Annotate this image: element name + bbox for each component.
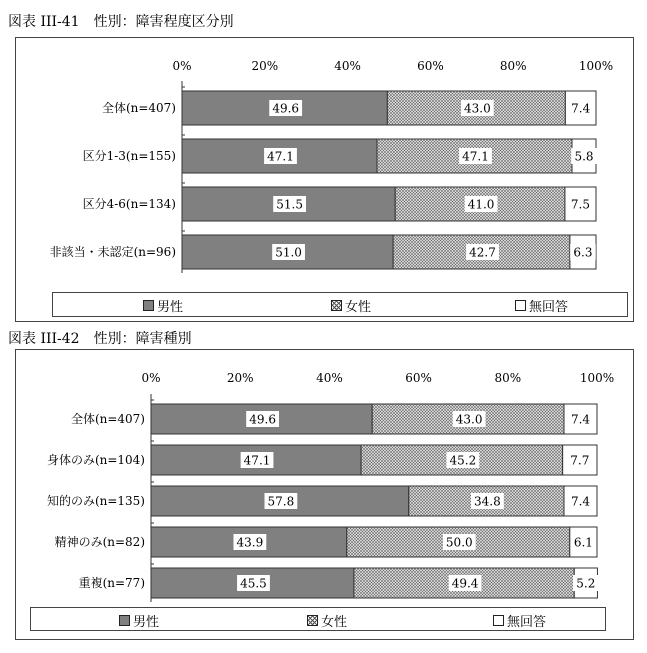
legend-male xyxy=(143,296,183,315)
legend-male xyxy=(119,611,159,630)
chart-1-svg xyxy=(16,38,633,321)
category-label: 非該当・未認定(n=96) xyxy=(49,245,176,259)
legend-female xyxy=(307,611,347,630)
category-label: 全体(n=407) xyxy=(101,101,176,115)
data-label: 7.5 xyxy=(570,197,591,212)
x-tick-label: 100% xyxy=(579,371,615,385)
data-label: 43.0 xyxy=(455,412,483,427)
x-tick-label: 40% xyxy=(334,59,361,73)
x-tick-label: 0% xyxy=(172,59,192,73)
data-label: 45.5 xyxy=(240,576,267,591)
data-label: 34.8 xyxy=(474,494,501,509)
category-label: 区分1-3(n=155) xyxy=(82,149,176,163)
x-tick-label: 80% xyxy=(499,59,527,73)
female-swatch xyxy=(331,300,342,311)
category-label: 知的のみ(n=135) xyxy=(46,494,145,508)
x-tick-label: 100% xyxy=(578,59,614,73)
legend-none xyxy=(515,296,568,315)
legend-male-label: 男性 xyxy=(133,615,160,630)
legend-female xyxy=(331,296,371,315)
male-swatch xyxy=(119,615,130,626)
x-tick-label: 40% xyxy=(316,371,343,385)
data-label: 5.8 xyxy=(574,149,594,164)
data-label: 49.6 xyxy=(249,412,276,427)
x-tick-label: 0% xyxy=(141,371,161,385)
data-label: 51.0 xyxy=(275,245,302,260)
data-label: 5.2 xyxy=(576,576,596,591)
data-label: 43.0 xyxy=(463,101,491,116)
data-label: 7.7 xyxy=(570,453,590,468)
male-swatch xyxy=(143,300,154,311)
data-label: 7.4 xyxy=(571,101,591,116)
x-tick-label: 20% xyxy=(226,371,254,385)
legend-1 xyxy=(52,292,628,317)
data-label: 42.7 xyxy=(469,245,496,260)
x-tick-label: 20% xyxy=(251,59,279,73)
data-label: 6.1 xyxy=(573,535,593,550)
category-label: 精神のみ(n=82) xyxy=(54,535,145,549)
category-label: 区分4-6(n=134) xyxy=(82,197,176,211)
data-label: 47.1 xyxy=(462,149,489,164)
x-tick-label: 80% xyxy=(494,371,522,385)
data-label: 43.9 xyxy=(236,535,264,550)
data-label: 49.4 xyxy=(451,576,479,591)
data-label: 41.0 xyxy=(467,197,495,212)
female-swatch xyxy=(307,615,318,626)
category-label: 重複(n=77) xyxy=(78,576,145,590)
data-label: 49.6 xyxy=(272,101,300,116)
figure-title-2: 図表 III-42 性別：障害種別 xyxy=(8,331,192,347)
data-label: 6.3 xyxy=(573,245,593,260)
data-label: 57.8 xyxy=(267,494,295,509)
chart-2-svg xyxy=(16,350,633,639)
data-label: 51.5 xyxy=(276,197,303,212)
none-swatch xyxy=(493,615,504,626)
none-swatch xyxy=(515,300,526,311)
data-label: 47.1 xyxy=(267,149,294,164)
data-label: 7.4 xyxy=(570,494,591,509)
data-label: 50.0 xyxy=(445,535,473,550)
x-tick-label: 60% xyxy=(405,371,432,385)
x-tick-label: 60% xyxy=(417,59,444,73)
legend-2 xyxy=(30,607,606,631)
legend-male-label: 男性 xyxy=(157,300,184,315)
chart-frame-1 xyxy=(15,37,634,322)
category-label: 身体のみ(n=104) xyxy=(46,453,145,467)
data-label: 45.2 xyxy=(449,453,477,468)
data-label: 47.1 xyxy=(243,453,271,468)
legend-female-label: 女性 xyxy=(321,615,348,630)
legend-none-label: 無回答 xyxy=(507,615,547,630)
chart-frame-2 xyxy=(15,349,634,640)
legend-female-label: 女性 xyxy=(345,300,372,315)
legend-none xyxy=(493,611,546,630)
figure-title-1: 図表 III-41 性別：障害程度区分別 xyxy=(8,14,234,30)
category-label: 全体(n=407) xyxy=(70,412,145,426)
legend-none-label: 無回答 xyxy=(529,300,569,315)
data-label: 7.4 xyxy=(570,412,591,427)
